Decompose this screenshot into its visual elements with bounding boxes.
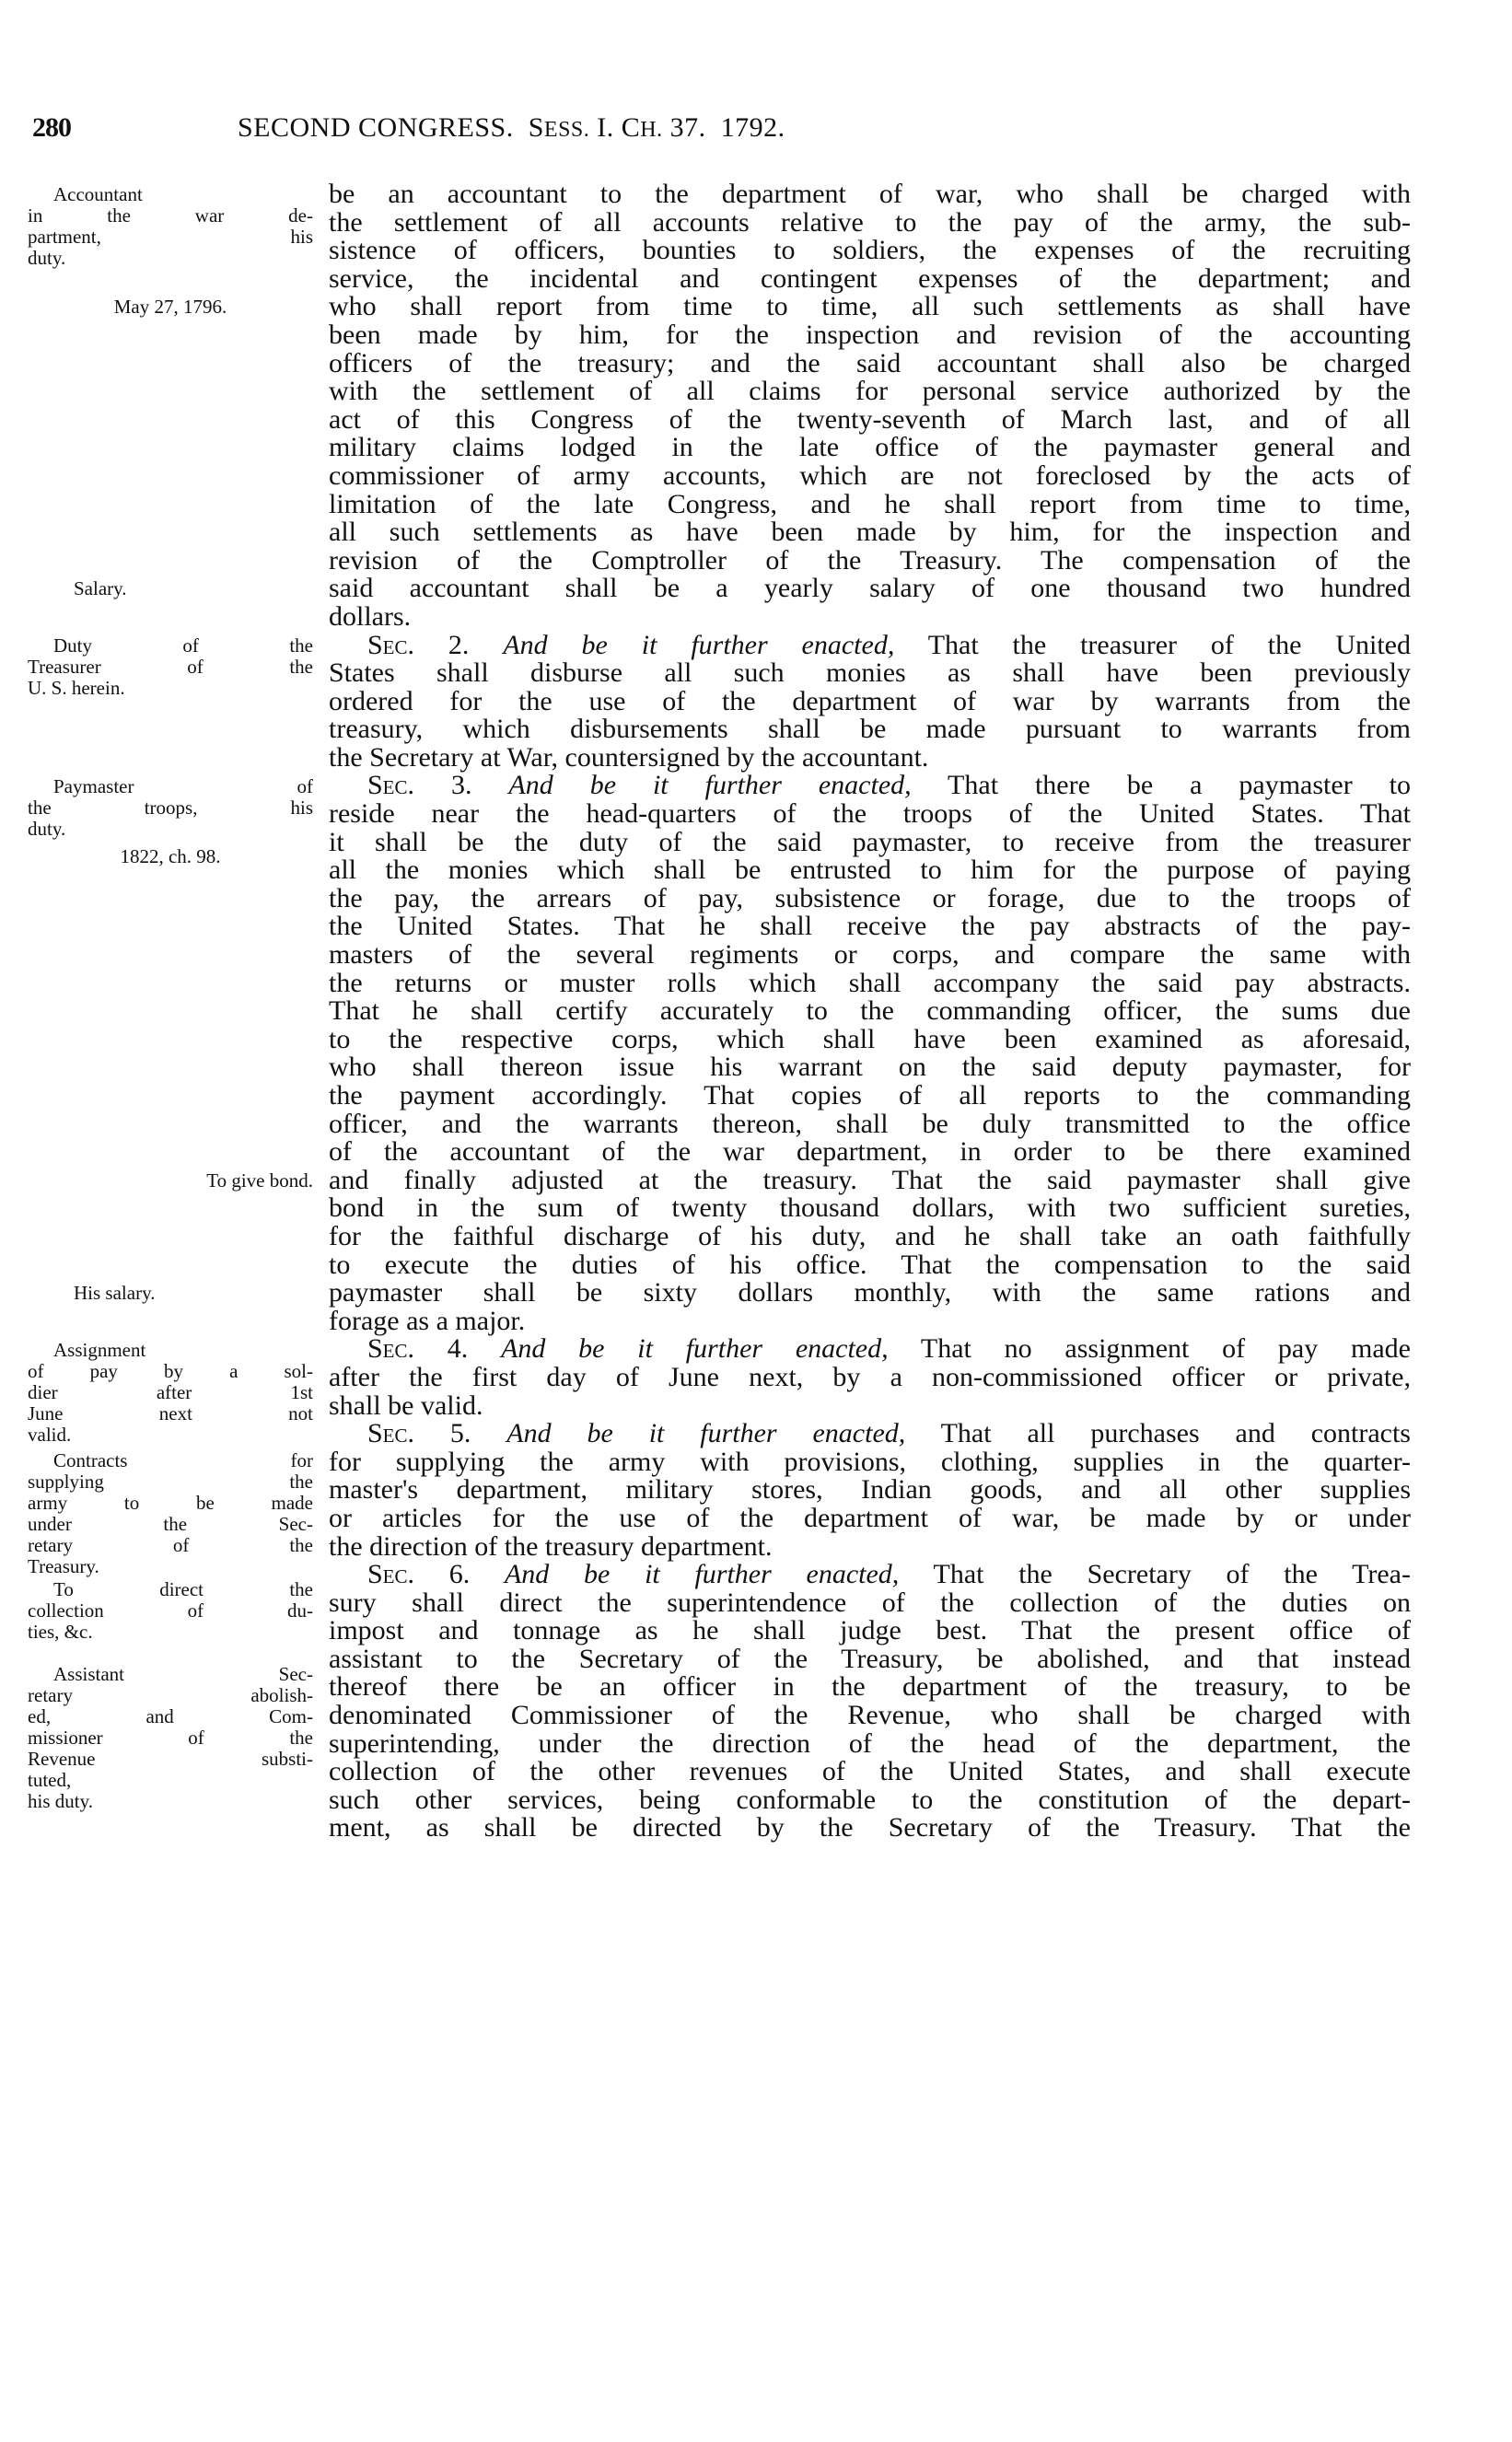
body-line: limitation of the late Congress, and he shall report from time to time, xyxy=(329,488,1411,519)
section-number: Sec. 3. xyxy=(367,770,472,801)
section-text: That no assignment of pay made xyxy=(920,1333,1411,1365)
section-number: Sec. 4. xyxy=(367,1333,469,1365)
running-header xyxy=(0,112,1512,149)
margin-note-line: partment, his xyxy=(28,226,313,248)
body-line: to the respective corps, which shall have been examined as aforesaid, xyxy=(329,1023,1411,1054)
section-text: That the Secretary of the Trea- xyxy=(933,1559,1411,1590)
margin-note xyxy=(28,184,313,269)
body-line: act of this Congress of the twenty-seventh of March last, and of all xyxy=(329,403,1411,435)
margin-note xyxy=(28,1579,313,1643)
margin-note-line: ed, and Com- xyxy=(28,1704,313,1727)
margin-note-line: Paymaster of xyxy=(53,774,313,797)
running-head-title xyxy=(238,112,785,144)
margin-note-line: Duty of the xyxy=(53,634,313,657)
body-line: the payment accordingly. That copies of all reports to the commanding xyxy=(329,1080,1411,1111)
session-number: I. xyxy=(597,112,614,143)
body-line: such other services, being conformable to the constitution of the depart- xyxy=(329,1784,1411,1815)
body-line: who shall report from time to time, all such settlements as shall have xyxy=(329,291,1411,322)
margin-note-line: supplying the xyxy=(28,1471,313,1494)
margin-note-line: under the Sec- xyxy=(28,1513,313,1536)
margin-note-line: valid. xyxy=(28,1423,72,1446)
body-line: collection of the other revenues of the United States, and shall execute xyxy=(329,1756,1411,1787)
margin-note-line: To direct the xyxy=(53,1577,313,1600)
body-line: forage as a major. xyxy=(329,1305,526,1336)
margin-note xyxy=(28,1170,313,1192)
section-start-line xyxy=(329,1335,1411,1364)
margin-note-line: tuted, xyxy=(28,1768,72,1791)
margin-note-line: His salary. xyxy=(74,1282,156,1305)
margin-note-line: retary of the xyxy=(28,1534,313,1557)
body-line: for the faithful discharge of his duty, and he shall take an oath faithfully xyxy=(329,1220,1411,1251)
margin-note xyxy=(28,1283,313,1304)
body-line: dollars. xyxy=(329,600,412,632)
margin-note-line: retary abolish- xyxy=(28,1683,313,1706)
year: 1792. xyxy=(720,112,785,143)
body-line: it shall be the duty of the said paymaster, to receive from the treasurer xyxy=(329,826,1411,857)
body-line: paymaster shall be sixty dollars monthly, with the same rations and xyxy=(329,1277,1411,1308)
session-prefix: S xyxy=(528,112,544,143)
margin-note-line: of pay by a sol- xyxy=(28,1359,313,1382)
body-line: officers of the treasury; and the said accountant shall also be charged xyxy=(329,347,1411,378)
body-line: That he shall certify accurately to the commanding officer, the sums due xyxy=(329,995,1411,1027)
margin-note-line: his duty. xyxy=(28,1789,93,1812)
enacting-clause: And be it further enacted, xyxy=(508,770,912,801)
margin-note-line: dier after 1st xyxy=(28,1380,313,1403)
margin-note xyxy=(28,297,313,318)
enacting-clause: And be it further enacted, xyxy=(506,1418,906,1449)
margin-note xyxy=(28,1450,313,1577)
margin-note xyxy=(28,776,313,840)
body-line: for supplying the army with provisions, clothing, supplies in the quarter- xyxy=(329,1446,1411,1477)
chapter-number: 37. xyxy=(669,112,706,143)
section-number: Sec. 5. xyxy=(367,1418,471,1449)
section-start-line xyxy=(329,772,1411,800)
body-line: the returns or muster rolls which shall accompany the said pay abstracts. xyxy=(329,967,1411,998)
body-line: reside near the head-quarters of the troops of the United States. That xyxy=(329,798,1411,830)
margin-note-line: in the war de- xyxy=(28,204,313,227)
section-text: That all purchases and contracts xyxy=(940,1418,1411,1449)
section-number: Sec. 6. xyxy=(367,1559,471,1590)
margin-note-line: army to be made xyxy=(28,1492,313,1515)
body-line: impost and tonnage as he shall judge best. That the present office of xyxy=(329,1615,1411,1646)
body-line: to execute the duties of his office. That the compensation to the said xyxy=(329,1249,1411,1280)
margin-note-line: 1822, ch. 98. xyxy=(120,845,221,868)
congress-label: SECOND CONGRESS. xyxy=(238,112,514,143)
margin-note-line: To give bond. xyxy=(206,1169,313,1192)
page-number: 280 xyxy=(32,112,71,143)
body-line: be an accountant to the department of war, who shall be charged with xyxy=(329,179,1411,209)
margin-note xyxy=(28,578,313,599)
margin-note xyxy=(28,635,313,699)
body-line: the Secretary at War, countersigned by the accountant. xyxy=(329,741,929,773)
margin-note-line: Revenue substi- xyxy=(28,1747,313,1770)
enacting-clause: And be it further enacted, xyxy=(504,1559,900,1590)
margin-note-line: Salary. xyxy=(74,577,127,600)
body-line: shall be valid. xyxy=(329,1390,483,1421)
margin-note-line: May 27, 1796. xyxy=(113,296,227,319)
body-line: ment, as shall be directed by the Secretary of the Treasury. That the xyxy=(329,1812,1411,1843)
body-line: said accountant shall be a yearly salary of one thousand two hundred xyxy=(329,573,1411,604)
statute-body-text xyxy=(329,180,1411,1843)
margin-note-line: Treasurer of the xyxy=(28,655,313,678)
enacting-clause: And be it further enacted, xyxy=(503,629,895,660)
margin-note-line: Accountant xyxy=(53,183,143,205)
body-line: States shall disburse all such monies as shall have been previously xyxy=(329,657,1411,689)
body-line: of the accountant of the war department, in order to be there examined xyxy=(329,1136,1411,1168)
body-line: the United States. That he shall receive the pay abstracts of the pay- xyxy=(329,911,1411,942)
body-line: military claims lodged in the late office of the paymaster general and xyxy=(329,432,1411,463)
margin-note-line: collection of du- xyxy=(28,1599,313,1622)
body-line: commissioner of army accounts, which are not foreclosed by the acts of xyxy=(329,459,1411,491)
body-line: sistence of officers, bounties to soldiers, the expenses of the recruiting xyxy=(329,235,1411,266)
section-text: That the treasurer of the United xyxy=(927,629,1411,660)
body-line: sury shall direct the superintendence of the collection of the duties on xyxy=(329,1587,1411,1618)
body-line: all the monies which shall be entrusted to him for the purpose of paying xyxy=(329,855,1411,886)
session-small-caps: ESS. xyxy=(543,118,590,142)
body-line: and finally adjusted at the treasury. That the said paymaster shall give xyxy=(329,1164,1411,1195)
enacting-clause: And be it further enacted, xyxy=(501,1333,889,1365)
margin-note xyxy=(28,846,313,867)
margin-note-line: duty. xyxy=(28,247,66,269)
margin-note xyxy=(28,1664,313,1812)
body-line: with the settlement of all claims for personal service authorized by the xyxy=(329,376,1411,407)
margin-note-line: duty. xyxy=(28,817,66,840)
margin-note-line: Contracts for xyxy=(53,1449,313,1472)
body-line: masters of the several regiments or corps, and compare the same with xyxy=(329,939,1411,971)
body-line: assistant to the Secretary of the Treasury, be abolished, and that instead xyxy=(329,1643,1411,1674)
margin-note-line: ties, &c. xyxy=(28,1620,93,1643)
body-line: or articles for the use of the department of war, be made by or under xyxy=(329,1502,1411,1533)
body-line: after the first day of June next, by a non-commissioned officer or private, xyxy=(329,1361,1411,1392)
body-line: the pay, the arrears of pay, subsistence or forage, due to the troops of xyxy=(329,882,1411,913)
body-line: the direction of the treasury department. xyxy=(329,1530,773,1562)
margin-note-line: June next not xyxy=(28,1401,313,1424)
body-line: been made by him, for the inspection and revision of the accounting xyxy=(329,319,1411,350)
body-line: master's department, military stores, Indian goods, and all other supplies xyxy=(329,1474,1411,1506)
body-line: thereof there be an officer in the department of the treasury, to be xyxy=(329,1671,1411,1703)
body-line: ordered for the use of the department of war by warrants from the xyxy=(329,685,1411,716)
margin-note xyxy=(28,1340,313,1446)
body-line: all such settlements as have been made by him, for the inspection and xyxy=(329,517,1411,548)
chapter-prefix: C xyxy=(621,112,641,143)
section-number: Sec. 2. xyxy=(367,629,470,660)
body-line: treasury, which disbursements shall be made pursuant to warrants from xyxy=(329,714,1411,745)
body-line: who shall thereon issue his warrant on the said deputy paymaster, for xyxy=(329,1052,1411,1083)
body-line: service, the incidental and contingent expenses of the department; and xyxy=(329,262,1411,294)
margin-note-line: Assignment xyxy=(53,1338,146,1361)
section-start-line xyxy=(329,1420,1411,1448)
body-line: superintending, under the direction of the head of the department, the xyxy=(329,1727,1411,1759)
section-text: That there be a paymaster to xyxy=(948,770,1411,801)
body-line: bond in the sum of twenty thousand dollars, with two sufficient sureties, xyxy=(329,1192,1411,1224)
section-start-line xyxy=(329,1561,1411,1589)
body-line: denominated Commissioner of the Revenue, who shall be charged with xyxy=(329,1700,1411,1731)
margin-note-line: missioner of the xyxy=(28,1726,313,1749)
section-start-line xyxy=(329,629,1411,660)
margin-note-line: Treasury. xyxy=(28,1555,99,1578)
chapter-small-caps: H. xyxy=(640,118,663,142)
margin-note-line: Assistant Sec- xyxy=(53,1662,313,1685)
margin-note-line: U. S. herein. xyxy=(28,676,125,699)
body-line: the settlement of all accounts relative to the pay of the army, the sub- xyxy=(329,206,1411,238)
body-line: revision of the Comptroller of the Treasury. The compensation of the xyxy=(329,544,1411,576)
margin-note-line: the troops, his xyxy=(28,796,313,819)
body-line: officer, and the warrants thereon, shall be duly transmitted to the office xyxy=(329,1108,1411,1139)
